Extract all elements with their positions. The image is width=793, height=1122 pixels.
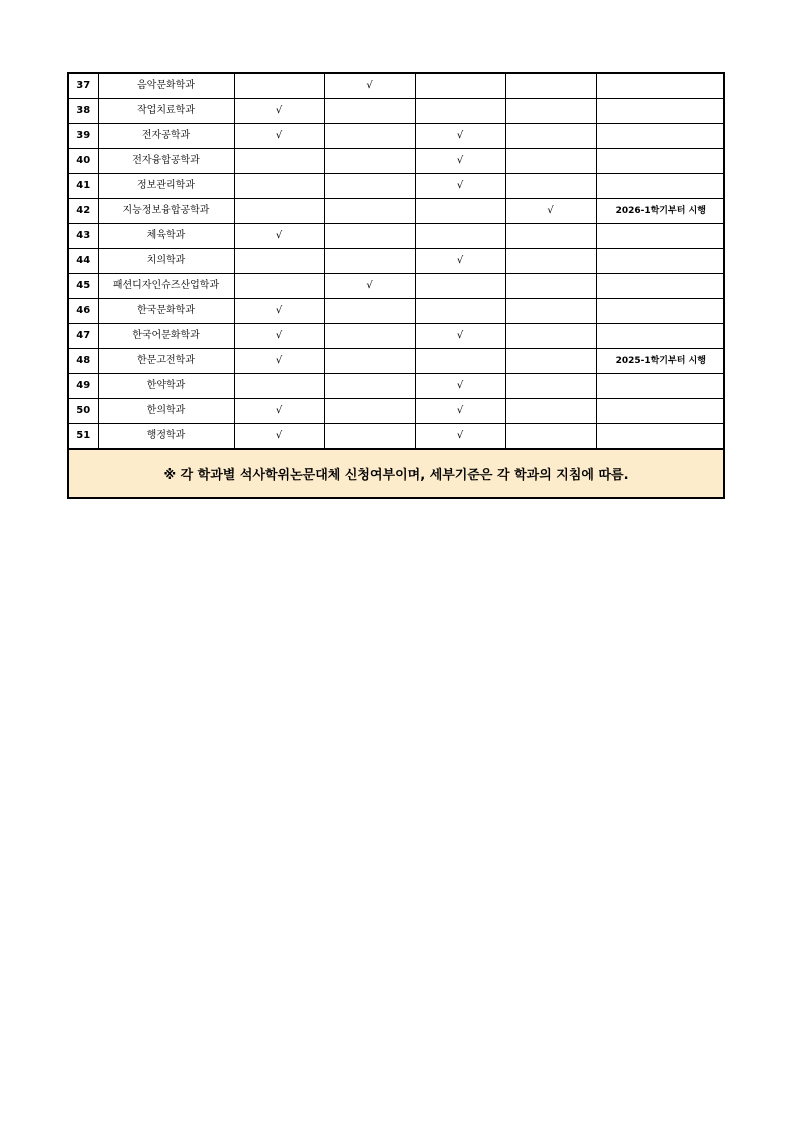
department-name: 지능정보융합공학과 (98, 199, 234, 224)
check-cell-2 (324, 349, 415, 374)
row-number: 43 (69, 224, 98, 249)
department-name: 체육학과 (98, 224, 234, 249)
check-cell-1 (234, 349, 324, 374)
department-table (69, 74, 725, 449)
footer-note: ※ 각 학과별 석사학위논문대체 신청여부이며, 세부기준은 각 학과의 지침에 따름. (69, 449, 723, 497)
check-cell-3 (415, 424, 505, 449)
check-cell-3 (415, 174, 505, 199)
department-name: 한국문화학과 (98, 299, 234, 324)
check-mark-icon: √ (456, 430, 464, 441)
check-cell-1 (234, 199, 324, 224)
check-cell-4 (505, 124, 596, 149)
row-number: 48 (69, 349, 98, 374)
check-cell-4 (505, 324, 596, 349)
department-name: 음악문화학과 (98, 74, 234, 99)
check-cell-3 (415, 299, 505, 324)
table-row (69, 299, 725, 324)
note-cell (596, 74, 725, 99)
table-row (69, 274, 725, 299)
row-number: 44 (69, 249, 98, 274)
check-cell-4 (505, 74, 596, 99)
check-cell-1 (234, 124, 324, 149)
table-row (69, 349, 725, 374)
department-name: 패션디자인슈즈산업학과 (98, 274, 234, 299)
check-cell-1 (234, 324, 324, 349)
department-name: 행정학과 (98, 424, 234, 449)
note-cell (596, 274, 725, 299)
check-cell-2 (324, 249, 415, 274)
department-name: 작업치료학과 (98, 99, 234, 124)
check-mark-icon: √ (275, 330, 283, 341)
table-row (69, 399, 725, 424)
department-name: 한국어문화학과 (98, 324, 234, 349)
check-cell-4 (505, 174, 596, 199)
check-mark-icon: √ (456, 180, 464, 191)
check-cell-2 (324, 149, 415, 174)
table-row (69, 174, 725, 199)
note-cell (596, 424, 725, 449)
check-cell-1 (234, 224, 324, 249)
check-cell-1 (234, 174, 324, 199)
check-cell-2 (324, 74, 415, 99)
table-row (69, 99, 725, 124)
check-cell-1 (234, 99, 324, 124)
check-mark-icon: √ (456, 380, 464, 391)
check-cell-2 (324, 324, 415, 349)
check-mark-icon: √ (366, 80, 373, 91)
check-cell-4 (505, 424, 596, 449)
note-cell (596, 399, 725, 424)
row-number: 51 (69, 424, 98, 449)
row-number: 47 (69, 324, 98, 349)
row-number: 37 (69, 74, 98, 99)
check-cell-3 (415, 74, 505, 99)
check-cell-2 (324, 424, 415, 449)
check-cell-4 (505, 249, 596, 274)
check-cell-1 (234, 374, 324, 399)
row-number: 46 (69, 299, 98, 324)
check-cell-2 (324, 224, 415, 249)
check-mark-icon: √ (275, 355, 283, 366)
row-number: 42 (69, 199, 98, 224)
department-table-container (67, 72, 725, 499)
check-cell-3 (415, 99, 505, 124)
note-cell (596, 374, 725, 399)
check-cell-1 (234, 249, 324, 274)
check-cell-3 (415, 124, 505, 149)
department-name: 한의학과 (98, 399, 234, 424)
table-row (69, 224, 725, 249)
check-mark-icon: √ (275, 130, 283, 141)
note-cell (596, 249, 725, 274)
note-cell: 2025-1학기부터 시행 (596, 349, 725, 374)
check-mark-icon: √ (275, 230, 283, 241)
check-mark-icon: √ (547, 205, 554, 216)
note-cell (596, 124, 725, 149)
row-number: 41 (69, 174, 98, 199)
check-cell-2 (324, 174, 415, 199)
check-cell-1 (234, 74, 324, 99)
check-cell-1 (234, 274, 324, 299)
note-cell (596, 174, 725, 199)
row-number: 49 (69, 374, 98, 399)
check-cell-1 (234, 424, 324, 449)
check-mark-icon: √ (275, 305, 283, 316)
check-cell-3 (415, 349, 505, 374)
table-row (69, 249, 725, 274)
check-mark-icon: √ (456, 130, 464, 141)
check-cell-2 (324, 99, 415, 124)
row-number: 39 (69, 124, 98, 149)
check-mark-icon: √ (456, 155, 464, 166)
check-cell-2 (324, 274, 415, 299)
check-cell-2 (324, 299, 415, 324)
check-cell-1 (234, 299, 324, 324)
table-row (69, 74, 725, 99)
check-mark-icon: √ (275, 430, 283, 441)
check-cell-4 (505, 374, 596, 399)
check-cell-3 (415, 324, 505, 349)
table-body (69, 74, 725, 449)
check-mark-icon: √ (456, 255, 464, 266)
department-name: 전자공학과 (98, 124, 234, 149)
check-mark-icon: √ (366, 280, 373, 291)
row-number: 40 (69, 149, 98, 174)
check-cell-2 (324, 374, 415, 399)
department-name: 한문고전학과 (98, 349, 234, 374)
table-row (69, 124, 725, 149)
row-number: 38 (69, 99, 98, 124)
table-row (69, 149, 725, 174)
department-name: 전자융합공학과 (98, 149, 234, 174)
row-number: 50 (69, 399, 98, 424)
check-cell-4 (505, 349, 596, 374)
check-cell-4 (505, 274, 596, 299)
check-cell-2 (324, 124, 415, 149)
note-cell (596, 324, 725, 349)
check-cell-4 (505, 399, 596, 424)
row-number: 45 (69, 274, 98, 299)
check-mark-icon: √ (275, 405, 283, 416)
department-name: 치의학과 (98, 249, 234, 274)
check-cell-1 (234, 149, 324, 174)
check-cell-4 (505, 149, 596, 174)
table-row (69, 199, 725, 224)
check-cell-3 (415, 249, 505, 274)
check-cell-3 (415, 224, 505, 249)
note-cell (596, 299, 725, 324)
check-cell-3 (415, 399, 505, 424)
check-cell-3 (415, 199, 505, 224)
note-cell (596, 224, 725, 249)
check-cell-3 (415, 149, 505, 174)
check-cell-4 (505, 224, 596, 249)
check-cell-4 (505, 199, 596, 224)
table-row (69, 324, 725, 349)
check-cell-3 (415, 374, 505, 399)
check-mark-icon: √ (456, 405, 464, 416)
check-cell-4 (505, 299, 596, 324)
department-name: 한약학과 (98, 374, 234, 399)
note-cell (596, 99, 725, 124)
check-cell-3 (415, 274, 505, 299)
table-row (69, 424, 725, 449)
check-cell-2 (324, 399, 415, 424)
check-mark-icon: √ (456, 330, 464, 341)
check-mark-icon: √ (275, 105, 283, 116)
department-name: 정보관리학과 (98, 174, 234, 199)
note-cell (596, 149, 725, 174)
check-cell-1 (234, 399, 324, 424)
table-row (69, 374, 725, 399)
check-cell-4 (505, 99, 596, 124)
note-cell: 2026-1학기부터 시행 (596, 199, 725, 224)
check-cell-2 (324, 199, 415, 224)
